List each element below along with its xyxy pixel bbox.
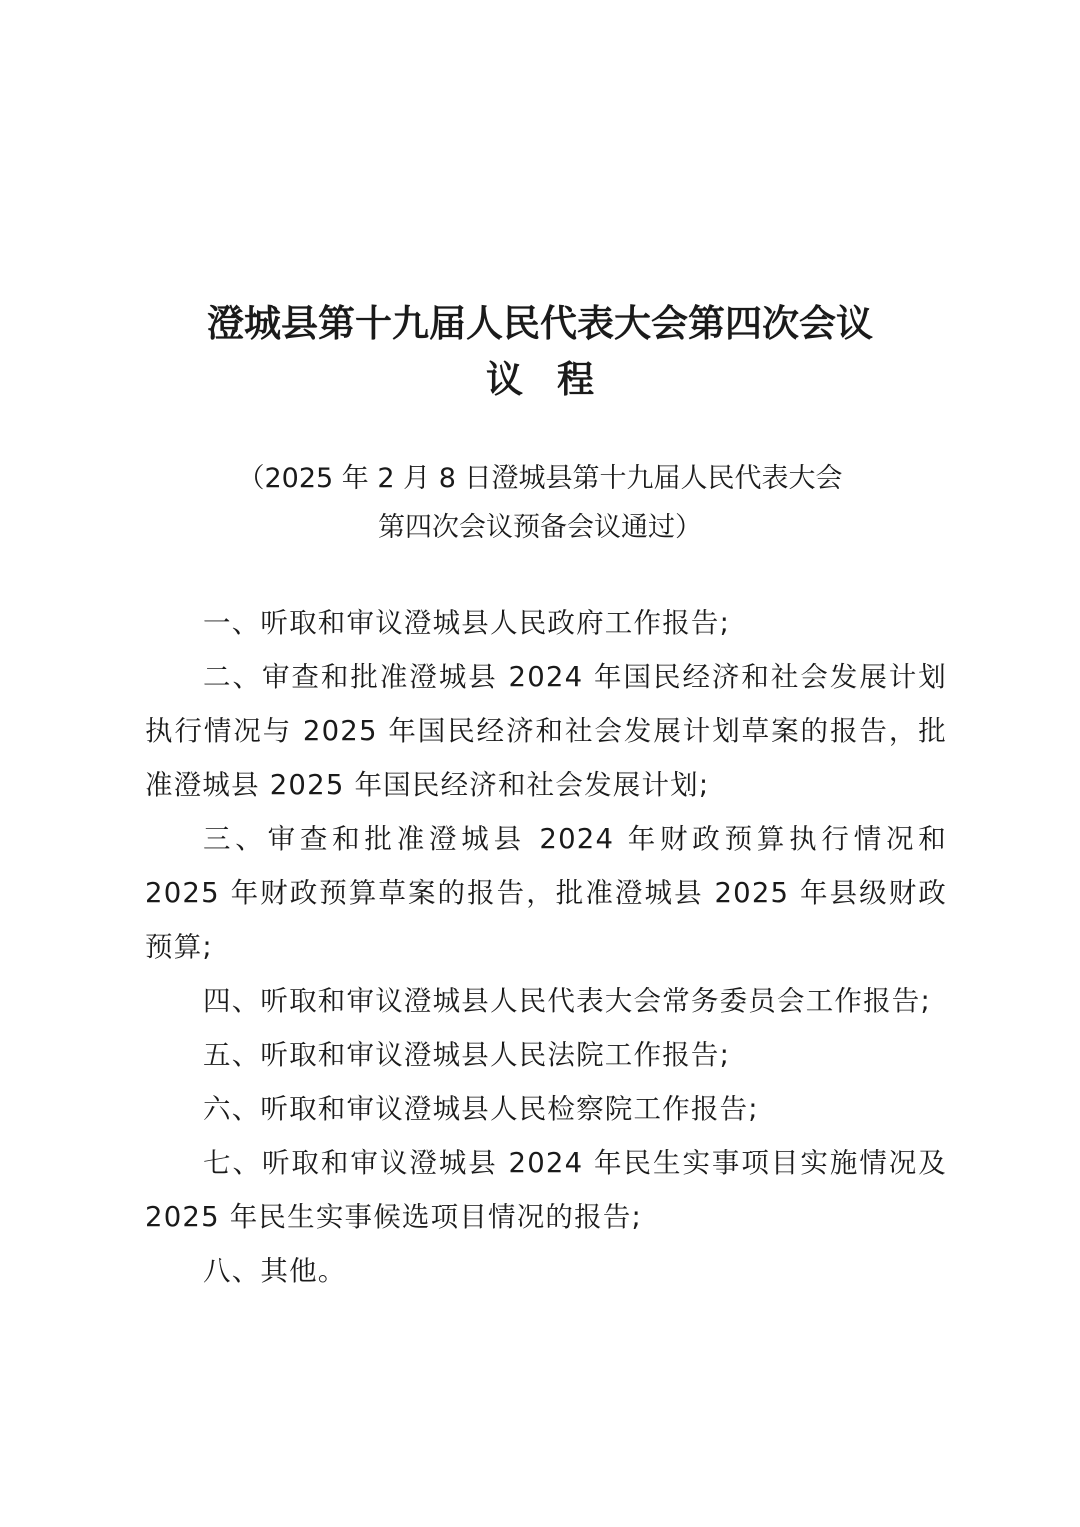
agenda-item-7: 七、听取和审议澄城县 2024 年民生实事项目实施情况及 2025 年民生实事候选项目情况的报告; bbox=[145, 1147, 947, 1233]
agenda-item-1: 一、听取和审议澄城县人民政府工作报告; bbox=[203, 607, 731, 639]
agenda-list bbox=[145, 596, 947, 1298]
agenda-item-2: 二、审查和批准澄城县 2024 年国民经济和社会发展计划执行情况与 2025 年国民经济和社会发展计划草案的报告，批准澄城县 2025 年国民经济和社会发展计划; bbox=[145, 661, 947, 801]
agenda-item-8: 八、其他。 bbox=[203, 1255, 347, 1287]
agenda-item-3: 三、审查和批准澄城县 2024 年财政预算执行情况和 2025 年财政预算草案的报告，批准澄城县 2025 年县级财政预算; bbox=[145, 823, 947, 963]
agenda-item-4: 四、听取和审议澄城县人民代表大会常务委员会工作报告; bbox=[203, 985, 931, 1017]
adoption-note-line2: 第四次会议预备会议通过） bbox=[378, 512, 702, 543]
agenda-item-5: 五、听取和审议澄城县人民法院工作报告; bbox=[203, 1039, 731, 1071]
document-subtitle: 议程 bbox=[486, 357, 628, 401]
adoption-note-line1: （2025 年 2 月 8 日澄城县第十九届人民代表大会 bbox=[237, 463, 843, 494]
agenda-item-6: 六、听取和审议澄城县人民检察院工作报告; bbox=[203, 1093, 759, 1125]
document-title: 澄城县第十九届人民代表大会第四次会议 bbox=[207, 301, 873, 345]
